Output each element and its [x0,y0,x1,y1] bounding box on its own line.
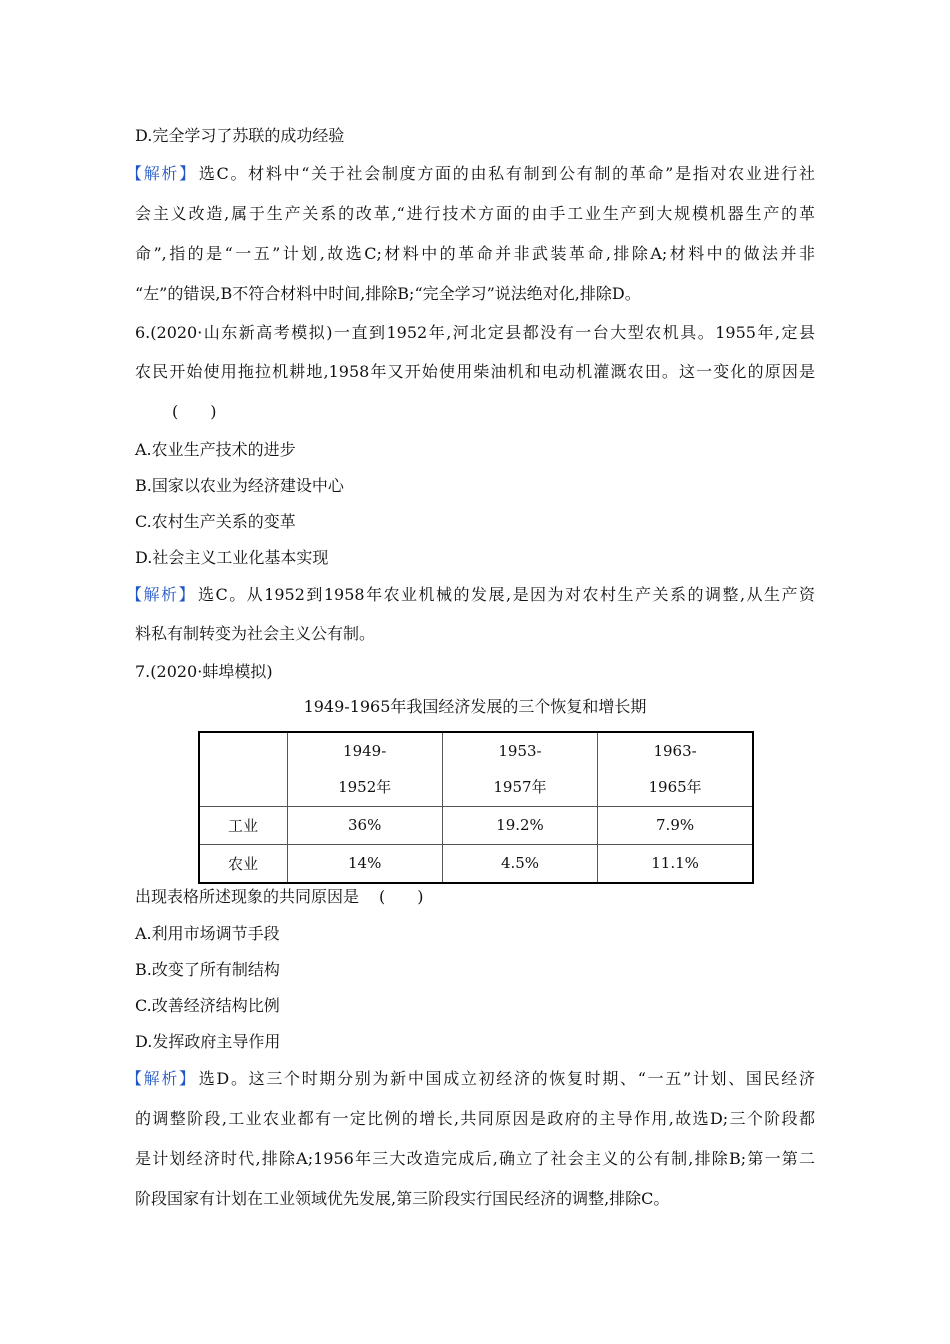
q7-option-c: C.改善经济结构比例 [135,996,280,1015]
q7-answer-paren: ( ) [379,887,424,906]
q5-analysis-line-3: 命”,指的是“一五”计划,故选C;材料中的革命并非武装革命,排除A;材料中的做法并非 [135,244,815,263]
q7-stem: 7.(2020·蚌埠模拟) [135,662,273,681]
q6-option-d: D.社会主义工业化基本实现 [135,548,329,567]
q5-analysis-line-1: 【解析】 选C。材料中“关于社会制度方面的由私有制到公有制的革命”是指对农业进行社 [126,164,815,183]
q5-option-d: D.完全学习了苏联的成功经验 [135,126,345,145]
table-row [199,844,753,883]
table-cell: 36% [287,806,442,844]
q6-analysis-tag: 【解析】 [126,585,196,604]
table-title: 1949-1965年我国经济发展的三个恢复和增长期 [303,697,647,716]
table-cell: 19.2% [442,806,597,844]
q6-analysis-line-1: 【解析】 选C。从1952到1958年农业机械的发展,是因为对农村生产关系的调整,从生产资 [126,585,815,604]
q5-analysis-tag: 【解析】 [126,164,197,183]
q7-analysis-line-1: 【解析】 选D。这三个时期分别为新中国成立初经济的恢复时期、“一五”计划、国民经济 [126,1069,815,1088]
table-cell: 4.5% [442,844,597,883]
q6-analysis-line-2: 料私有制转变为社会主义公有制。 [135,624,376,643]
table-row-label: 工业 [199,806,287,844]
q7-analysis-line-2: 的调整阶段,工业农业都有一定比例的增长,共同原因是政府的主导作用,故选D;三个阶段都 [135,1109,815,1128]
q6-stem-line-2: 农民开始使用拖拉机耕地,1958年又开始使用柴油机和电动机灌溉农田。这一变化的原因是 [135,362,815,381]
table-row [199,806,753,844]
table-header-cell: 1949- 1952年 [287,732,442,806]
q7-option-a: A.利用市场调节手段 [135,924,280,943]
q5-analysis-line-4: “左”的错误,B不符合材料中时间,排除B;“完全学习”说法绝对化,排除D。 [135,284,641,303]
table-header-row [199,732,753,806]
table-cell: 7.9% [598,806,753,844]
table-header-cell: 1953- 1957年 [442,732,597,806]
q5-analysis-line-2: 会主义改造,属于生产关系的改革,“进行技术方面的由手工业生产到大规模机器生产的革 [135,204,815,223]
q6-stem-line-1: 6.(2020·山东新高考模拟)一直到1952年,河北定县都没有一台大型农机具。1955年,定县 [135,323,815,342]
growth-table [198,731,754,884]
q7-option-d: D.发挥政府主导作用 [135,1032,281,1051]
q6-option-a: A.农业生产技术的进步 [135,440,296,459]
table-row-label: 农业 [199,844,287,883]
q7-analysis-tag: 【解析】 [126,1069,197,1088]
q7-question: 出现表格所述现象的共同原因是 ( ) [135,887,424,906]
q7-analysis-line-3: 是计划经济时代,排除A;1956年三大改造完成后,确立了社会主义的公有制,排除B;第一第二 [135,1149,815,1168]
q6-answer-paren: ( ) [172,402,217,421]
q7-option-b: B.改变了所有制结构 [135,960,280,979]
table-corner-cell [199,732,287,806]
table-header-cell: 1963- 1965年 [598,732,753,806]
q6-option-c: C.农村生产关系的变革 [135,512,296,531]
q6-option-b: B.国家以农业为经济建设中心 [135,476,344,495]
table-cell: 14% [287,844,442,883]
q7-analysis-line-4: 阶段国家有计划在工业领域优先发展,第三阶段实行国民经济的调整,排除C。 [135,1189,670,1208]
table-cell: 11.1% [598,844,753,883]
